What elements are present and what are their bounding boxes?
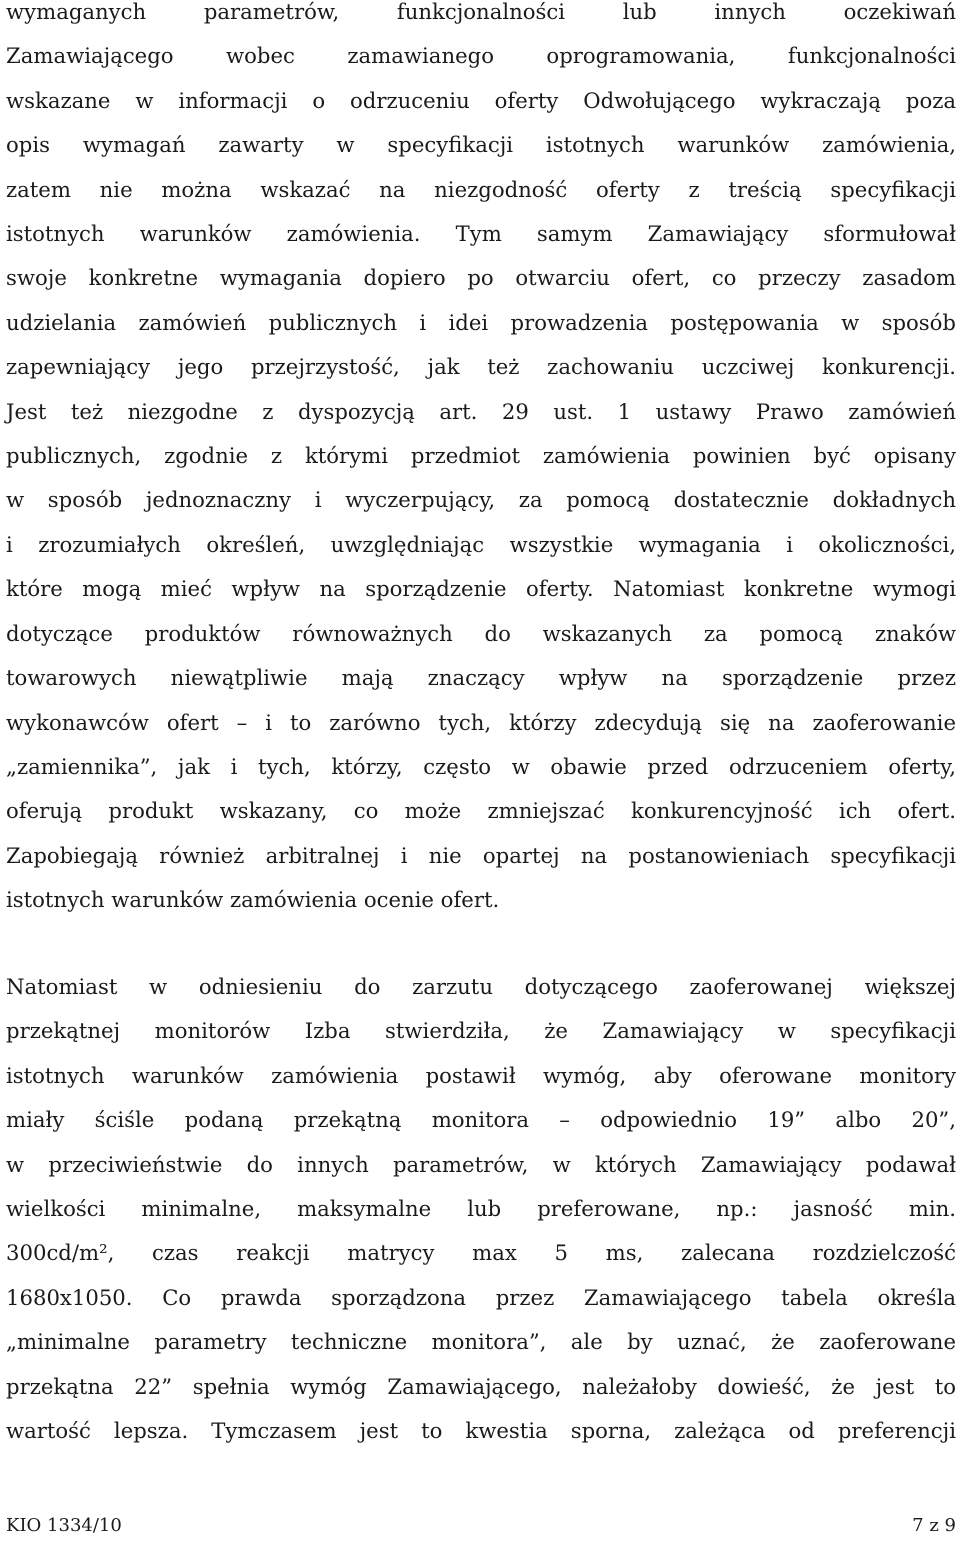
paragraph-1 [6, 0, 956, 923]
text-line: publicznych, zgodnie z którymi przedmiot zamówienia powinien być opisany [6, 443, 956, 469]
text-line: przekątna 22” spełnia wymóg Zamawiającego, należałoby dowieść, że jest to [6, 1373, 956, 1399]
text-line: w przeciwieństwie do innych parametrów, w których Zamawiający podawał [6, 1151, 956, 1177]
text-line: wartość lepsza. Tymczasem jest to kwestia sporna, zależąca od preferencji [6, 1418, 956, 1444]
text-line: 1680x1050. Co prawda sporządzona przez Zamawiającego tabela określa [6, 1284, 956, 1310]
text-line: „zamiennika”, jak i tych, którzy, często w obawie przed odrzuceniem oferty, [6, 753, 956, 779]
text-line: wskazane w informacji o odrzuceniu oferty Odwołującego wykraczają poza [6, 87, 956, 113]
page-number: 7 z 9 [912, 1515, 956, 1536]
case-number: KIO 1334/10 [6, 1515, 122, 1536]
text-line: istotnych warunków zamówienia. Tym samym Zamawiający sformułował [6, 221, 956, 247]
text-line: udzielania zamówień publicznych i idei prowadzenia postępowania w sposób [6, 309, 956, 335]
text-line: oferują produkt wskazany, co może zmniejszać konkurencyjność ich ofert. [6, 798, 956, 824]
text-line: opis wymagań zawarty w specyfikacji istotnych warunków zamówienia, [6, 132, 956, 158]
text-line: zapewniający jego przejrzystość, jak też zachowaniu uczciwej konkurencji. [6, 354, 956, 380]
paragraph-2 [6, 965, 956, 1453]
text-line: „minimalne parametry techniczne monitora”, ale by uznać, że zaoferowane [6, 1329, 956, 1355]
text-line: towarowych niewątpliwie mają znaczący wpływ na sporządzenie przez [6, 665, 956, 691]
text-line: 300cd/m², czas reakcji matrycy max 5 ms, zalecana rozdzielczość [6, 1240, 956, 1266]
text-line: i zrozumiałych określeń, uwzględniając wszystkie wymagania i okoliczności, [6, 531, 956, 557]
text-line: miały ściśle podaną przekątną monitora – odpowiednio 19” albo 20”, [6, 1107, 956, 1133]
text-line: w sposób jednoznaczny i wyczerpujący, za pomocą dostatecznie dokładnych [6, 487, 956, 513]
text-line: przekątnej monitorów Izba stwierdziła, że Zamawiający w specyfikacji [6, 1018, 956, 1044]
text-line: swoje konkretne wymagania dopiero po otwarciu ofert, co przeczy zasadom [6, 265, 956, 291]
text-line: dotyczące produktów równoważnych do wskazanych za pomocą znaków [6, 620, 956, 646]
text-line: istotnych warunków zamówienia ocenie ofert. [6, 887, 500, 913]
text-line: wykonawców ofert – i to zarówno tych, którzy zdecydują się na zaoferowanie [6, 709, 956, 735]
text-line: które mogą mieć wpływ na sporządzenie oferty. Natomiast konkretne wymogi [6, 576, 956, 602]
text-line: wymaganych parametrów, funkcjonalności lub innych oczekiwań [6, 0, 956, 24]
text-line: wielkości minimalne, maksymalne lub preferowane, np.: jasność min. [6, 1196, 956, 1222]
text-line: istotnych warunków zamówienia postawił wymóg, aby oferowane monitory [6, 1062, 956, 1088]
text-line: Natomiast w odniesieniu do zarzutu dotyczącego zaoferowanej większej [6, 974, 956, 999]
text-line: Zapobiegają również arbitralnej i nie opartej na postanowieniach specyfikacji [6, 842, 956, 868]
text-line: Zamawiającego wobec zamawianego oprogramowania, funkcjonalności [6, 43, 956, 69]
text-line: zatem nie można wskazać na niezgodność oferty z treścią specyfikacji [6, 176, 956, 202]
text-line: Jest też niezgodne z dyspozycją art. 29 ust. 1 ustawy Prawo zamówień [6, 398, 956, 424]
